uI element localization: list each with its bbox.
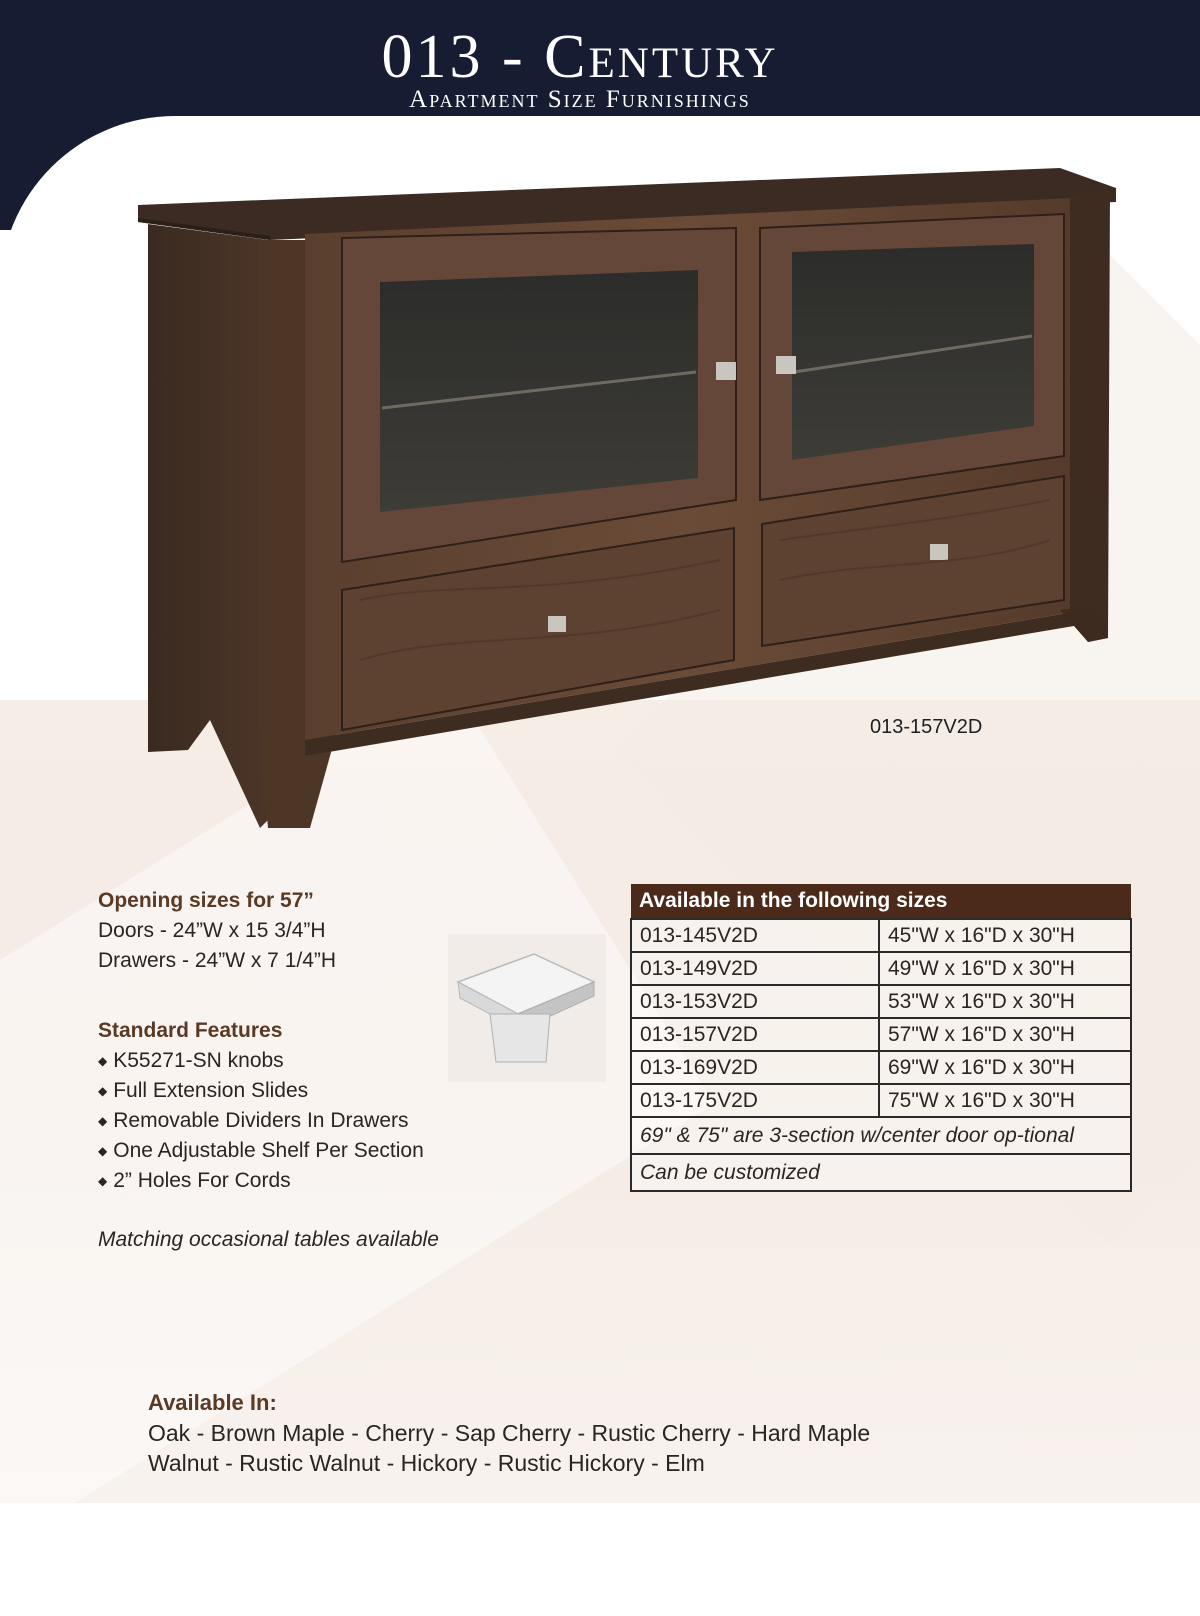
opening-doors: Doors - 24”W x 15 3/4”H [98,919,326,942]
features-heading: Standard Features [98,1019,283,1042]
diamond-bullet-icon: ◆ [98,1174,108,1188]
opening-drawers: Drawers - 24”W x 7 1/4”H [98,949,337,972]
diamond-bullet-icon: ◆ [98,1084,108,1098]
sizes-table-heading: Available in the following sizes [631,884,1131,919]
knob-photo [448,934,606,1082]
table-row [631,985,1131,1018]
available-in-heading: Available In: [148,1390,277,1415]
standard-features [98,1016,424,1196]
model-cell: 013-145V2D [631,919,879,952]
feature-item: ◆ 2” Holes For Cords [98,1166,424,1196]
feature-item: ◆ Removable Dividers In Drawers [98,1106,424,1136]
wood-options-line-1: Oak - Brown Maple - Cherry - Sap Cherry - Rustic Cherry - Hard Maple [148,1420,871,1446]
table-row [631,1051,1131,1084]
feature-item: ◆ Full Extension Slides [98,1076,424,1106]
table-row [631,1084,1131,1117]
dims-cell: 75"W x 16"D x 30"H [879,1084,1131,1117]
page-subtitle: Apartment Size Furnishings [409,86,751,113]
table-note-row [631,1154,1131,1191]
opening-sizes-heading: Opening sizes for 57” [98,889,314,912]
model-cell: 013-169V2D [631,1051,879,1084]
cabinet-side [148,224,268,828]
diamond-bullet-icon: ◆ [98,1144,108,1158]
table-row [631,952,1131,985]
table-row [631,919,1131,952]
dims-cell: 69"W x 16"D x 30"H [879,1051,1131,1084]
model-cell: 013-175V2D [631,1084,879,1117]
dims-cell: 57"W x 16"D x 30"H [879,1018,1131,1051]
feature-item: ◆ One Adjustable Shelf Per Section [98,1136,424,1166]
door-knob-left [716,362,736,380]
opening-sizes [98,886,336,976]
diamond-bullet-icon: ◆ [98,1054,108,1068]
door-knob-right [776,356,796,374]
page-title: 013 - Century [381,23,779,91]
image-caption: 013-157V2D [870,716,983,738]
table-note-custom: Can be customized [631,1154,1131,1191]
wood-options-line-2: Walnut - Rustic Walnut - Hickory - Rustic Hickory - Elm [148,1450,705,1476]
table-row [631,1018,1131,1051]
model-cell: 013-149V2D [631,952,879,985]
drawer-knob-right [930,544,948,560]
dims-cell: 53"W x 16"D x 30"H [879,985,1131,1018]
dims-cell: 45"W x 16"D x 30"H [879,919,1131,952]
dims-cell: 49"W x 16"D x 30"H [879,952,1131,985]
available-in [148,1388,870,1478]
table-note-sections: 69" & 75" are 3-section w/center door op-tional [631,1117,1131,1154]
feature-item: ◆ K55271-SN knobs [98,1046,424,1076]
model-cell: 013-157V2D [631,1018,879,1051]
diamond-bullet-icon: ◆ [98,1114,108,1128]
table-note-row [631,1117,1131,1154]
matching-note: Matching occasional tables available [98,1228,439,1251]
drawer-knob-left [548,616,566,632]
model-cell: 013-153V2D [631,985,879,1018]
right-door-glass [792,244,1034,460]
sizes-table [630,884,1132,1192]
